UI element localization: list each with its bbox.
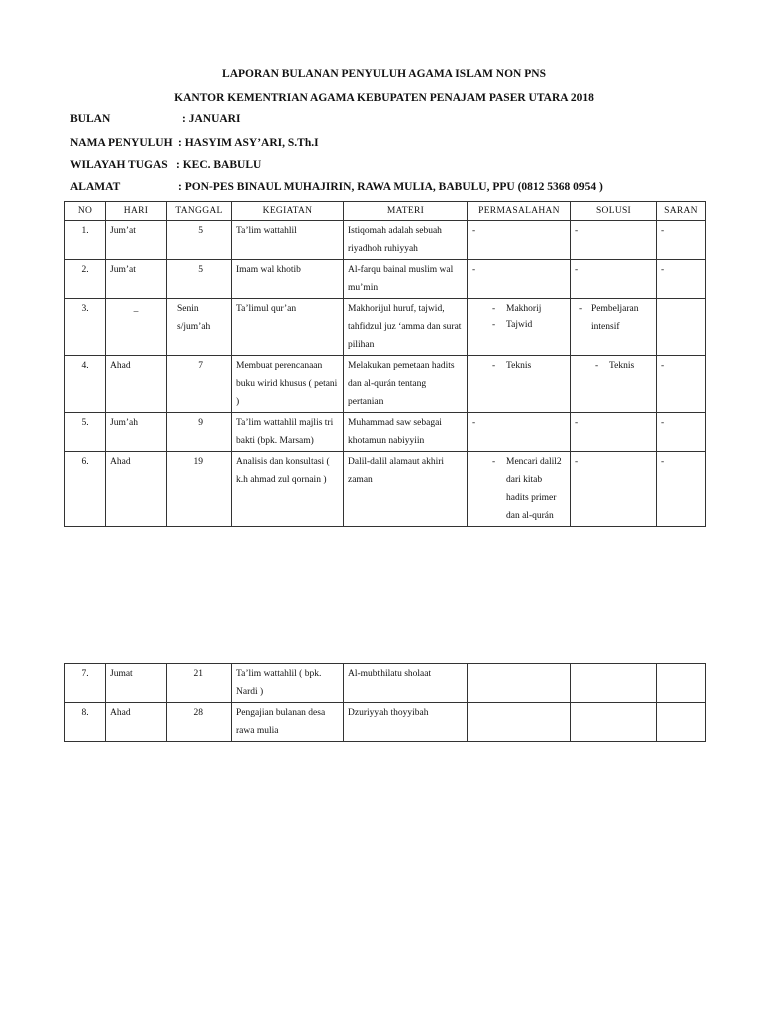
report-title: LAPORAN BULANAN PENYULUH AGAMA ISLAM NON PNS — [222, 68, 546, 80]
field-bulan — [70, 113, 241, 125]
cell-no: 6. — [65, 452, 106, 527]
list-item-text: Pembeljaran intensif — [591, 304, 639, 332]
cell-kegiatan: Ta’lim wattahlil — [232, 221, 344, 260]
cell-tanggal: 5 — [167, 221, 232, 260]
cell-materi: Makhorijul huruf, tajwid, tahfidzul juz ‘amma dan surat pilihan — [344, 299, 468, 356]
list-item: - Tajwid — [492, 320, 533, 330]
cell-no: 4. — [65, 356, 106, 413]
cell-tanggal: 28 — [167, 703, 232, 742]
cell-hari: Jum’ah — [106, 413, 167, 452]
cell-no: 7. — [65, 664, 106, 703]
cell-saran — [657, 703, 706, 742]
cell-materi: Dalil-dalil alamaut akhiri zaman — [344, 452, 468, 527]
cell-permasalahan: - — [468, 260, 571, 299]
cell-kegiatan: Ta’lim wattahlil ( bpk. Nardi ) — [232, 664, 344, 703]
cell-hari: Jum’at — [106, 260, 167, 299]
table-row — [65, 413, 706, 452]
col-solusi: SOLUSI — [571, 202, 657, 221]
col-materi: MATERI — [344, 202, 468, 221]
cell-permasalahan: - — [468, 221, 571, 260]
cell-materi: Melakukan pemetaan hadits dan al-qurán tentang pertanian — [344, 356, 468, 413]
field-value: : HASYIM ASY’ARI, S.Th.I — [178, 137, 319, 149]
list-item-text: Mencari dalil2 dari kitab hadits primer dan al-qurán — [506, 457, 562, 521]
field-alamat — [70, 181, 603, 193]
cell-kegiatan: Ta’limul qur’an — [232, 299, 344, 356]
cell-solusi — [571, 299, 657, 356]
field-label: BULAN — [70, 113, 111, 125]
bullet-list — [472, 357, 566, 375]
table-row — [65, 452, 706, 527]
cell-saran: - — [657, 260, 706, 299]
cell-kegiatan: Imam wal khotib — [232, 260, 344, 299]
cell-kegiatan: Membuat perencanaan buku wirid khusus ( petani ) — [232, 356, 344, 413]
cell-solusi — [571, 664, 657, 703]
bullet-list — [472, 300, 566, 332]
field-label: WILAYAH TUGAS — [70, 159, 168, 171]
cell-hari: _ — [106, 299, 167, 356]
field-label: ALAMAT — [70, 181, 121, 193]
cell-materi: Al-farqu bainal muslim wal mu’min — [344, 260, 468, 299]
bullet-list — [575, 300, 652, 336]
list-item: - Mencari dalil2 dari kitab hadits primer dan al-qurán — [492, 457, 562, 521]
cell-materi: Dzuriyyah thoyyibah — [344, 703, 468, 742]
cell-solusi: - — [571, 413, 657, 452]
col-tanggal: TANGGAL — [167, 202, 232, 221]
cell-hari: Ahad — [106, 356, 167, 413]
list-item: - Teknis — [595, 361, 635, 371]
table-row — [65, 703, 706, 742]
office-title: KANTOR KEMENTRIAN AGAMA KEBUPATEN PENAJAM PASER UTARA 2018 — [174, 92, 594, 104]
cell-permasalahan — [468, 356, 571, 413]
list-item-text: Teknis — [609, 361, 635, 371]
list-item: - Makhorij — [492, 304, 542, 314]
field-value: : KEC. BABULU — [176, 159, 262, 171]
cell-solusi — [571, 703, 657, 742]
bullet-list — [472, 453, 566, 525]
cell-saran: - — [657, 413, 706, 452]
cell-saran — [657, 664, 706, 703]
cell-kegiatan: Analisis dan konsultasi ( k.h ahmad zul qornain ) — [232, 452, 344, 527]
cell-saran: - — [657, 356, 706, 413]
cell-no: 3. — [65, 299, 106, 356]
cell-tanggal: 5 — [167, 260, 232, 299]
col-kegiatan: KEGIATAN — [232, 202, 344, 221]
cell-tanggal: 19 — [167, 452, 232, 527]
cell-saran: - — [657, 452, 706, 527]
list-item: - Teknis — [492, 361, 532, 371]
cell-materi: Istiqomah adalah sebuah riyadhoh ruhiyyah — [344, 221, 468, 260]
report-table-continued — [64, 663, 706, 742]
cell-saran — [657, 299, 706, 356]
report-table — [64, 201, 706, 527]
cell-tanggal: 9 — [167, 413, 232, 452]
field-value: : JANUARI — [182, 113, 241, 125]
field-wilayah-tugas — [70, 159, 262, 171]
cell-kegiatan: Ta’lim wattahlil majlis tri bakti (bpk. Marsam) — [232, 413, 344, 452]
cell-materi: Muhammad saw sebagai khotamun nabiyyiin — [344, 413, 468, 452]
cell-materi: Al-mubthilatu sholaat — [344, 664, 468, 703]
list-item-text: Tajwid — [506, 320, 533, 330]
bullet-list — [575, 357, 652, 375]
col-no: NO — [65, 202, 106, 221]
cell-solusi: - — [571, 260, 657, 299]
cell-solusi: - — [571, 221, 657, 260]
cell-permasalahan — [468, 299, 571, 356]
cell-hari: Ahad — [106, 703, 167, 742]
col-permasalahan: PERMASALAHAN — [468, 202, 571, 221]
table-row — [65, 664, 706, 703]
cell-tanggal: Senin s/jum’ah — [167, 299, 232, 356]
cell-permasalahan — [468, 703, 571, 742]
col-saran: SARAN — [657, 202, 706, 221]
table-row — [65, 221, 706, 260]
cell-tanggal: 21 — [167, 664, 232, 703]
field-value: : PON-PES BINAUL MUHAJIRIN, RAWA MULIA, BABULU, PPU (0812 5368 0954 ) — [178, 181, 603, 193]
cell-hari: Ahad — [106, 452, 167, 527]
cell-no: 2. — [65, 260, 106, 299]
table-row — [65, 299, 706, 356]
cell-kegiatan: Pengajian bulanan desa rawa mulia — [232, 703, 344, 742]
field-label: NAMA PENYULUH — [70, 137, 173, 149]
cell-no: 5. — [65, 413, 106, 452]
list-item-text: Makhorij — [506, 304, 542, 314]
list-item: - Pembeljaran intensif — [579, 304, 639, 332]
cell-hari: Jumat — [106, 664, 167, 703]
cell-solusi: - — [571, 452, 657, 527]
cell-solusi — [571, 356, 657, 413]
cell-saran: - — [657, 221, 706, 260]
field-nama-penyuluh — [70, 137, 319, 149]
cell-permasalahan: - — [468, 413, 571, 452]
table-row — [65, 356, 706, 413]
cell-tanggal: 7 — [167, 356, 232, 413]
cell-permasalahan — [468, 452, 571, 527]
cell-no: 1. — [65, 221, 106, 260]
list-item-text: Teknis — [506, 361, 532, 371]
table-row — [65, 260, 706, 299]
col-hari: HARI — [106, 202, 167, 221]
cell-no: 8. — [65, 703, 106, 742]
cell-hari: Jum’at — [106, 221, 167, 260]
cell-permasalahan — [468, 664, 571, 703]
table-header-row — [65, 202, 706, 221]
